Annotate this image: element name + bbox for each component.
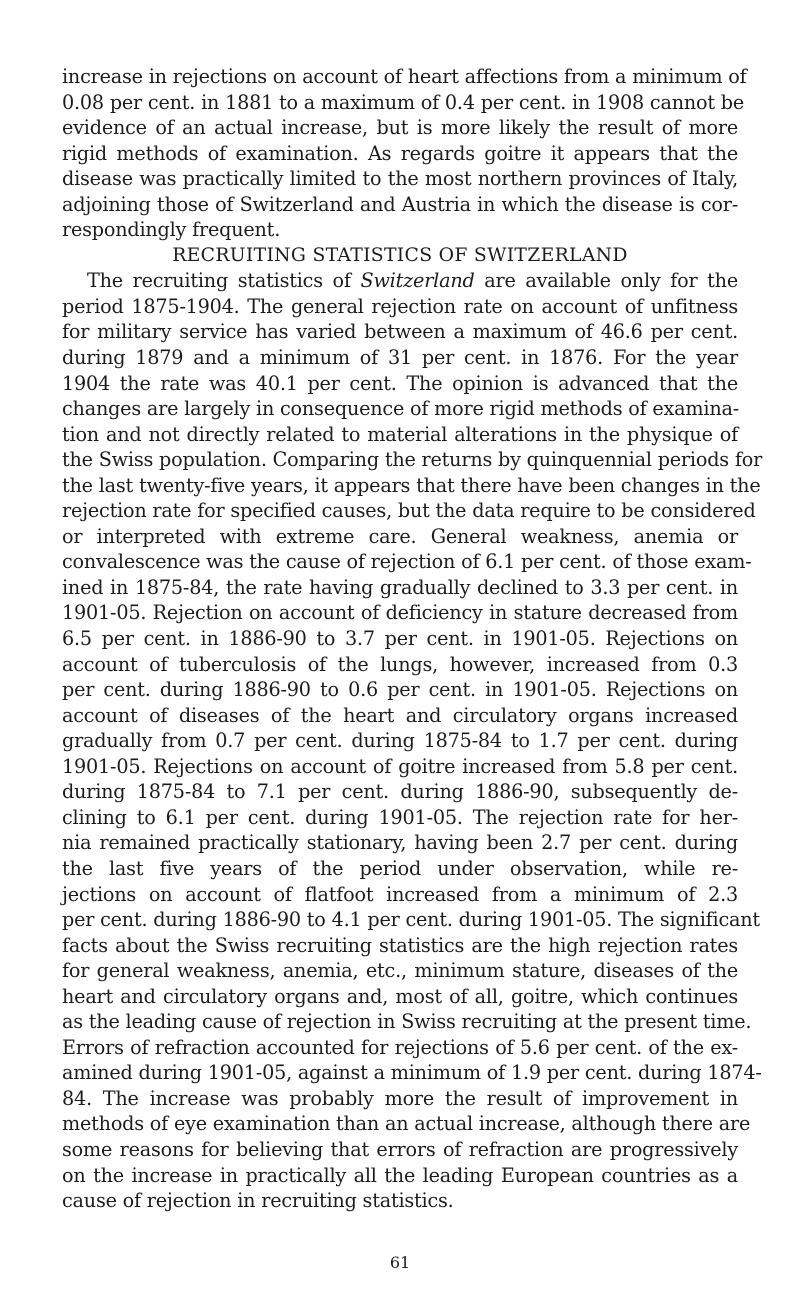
text-line: clining to 6.1 per cent. during 1901-05. The rejection rate for her- (62, 805, 738, 829)
text-line: on the increase in practically all the leading European countries as a (62, 1163, 738, 1187)
text-line: 1904 the rate was 40.1 per cent. The opinion is advanced that the (62, 371, 738, 395)
text-line: nia remained practically stationary, having been 2.7 per cent. during (62, 831, 738, 855)
text-line: evidence of an actual increase, but is more likely the result of more (62, 116, 738, 140)
text-line: for general weakness, anemia, etc., minimum stature, diseases of the (62, 959, 738, 983)
text-line: amined during 1901-05, against a minimum of 1.9 per cent. during 1874- (62, 1061, 762, 1085)
text-line: the last twenty-five years, it appears that there have been changes in the (62, 473, 761, 497)
text-line: during 1875-84 to 7.1 per cent. during 1886-90, subsequently de- (62, 780, 738, 804)
page-text (62, 64, 763, 1214)
text-line-first (62, 268, 738, 294)
text-line: Errors of refraction accounted for rejections of 5.6 per cent. of the ex- (62, 1035, 738, 1059)
text-line: 1901-05. Rejection on account of deficiency in stature decreased from (62, 601, 738, 625)
text-line: facts about the Swiss recruiting statistics are the high rejection rates (62, 933, 738, 957)
text-line: some reasons for believing that errors of refraction are progressively (62, 1137, 738, 1161)
text-run: The recruiting statistics of (87, 269, 361, 293)
text-line: the Swiss population. Comparing the returns by quinquennial periods for (62, 448, 763, 472)
section-heading: RECRUITING STATISTICS OF SWITZERLAND (172, 244, 628, 266)
text-line: rigid methods of examination. As regards goitre it appears that the (62, 141, 738, 165)
text-line: period 1875-1904. The general rejection rate on account of unfitness (62, 294, 738, 318)
text-line: 0.08 per cent. in 1881 to a maximum of 0.4 per cent. in 1908 cannot be (62, 90, 745, 114)
italic-country-name: Switzerland (360, 269, 475, 293)
text-line: account of tuberculosis of the lungs, however, increased from 0.3 (62, 652, 738, 676)
text-line: account of diseases of the heart and circulatory organs increased (62, 703, 738, 727)
text-line: heart and circulatory organs and, most of all, goitre, which continues (62, 984, 738, 1008)
text-line: increase in rejections on account of heart affections from a minimum of (62, 65, 747, 88)
text-line: gradually from 0.7 per cent. during 1875-84 to 1.7 per cent. during (62, 729, 738, 753)
text-line: methods of eye examination than an actual increase, although there are (62, 1112, 751, 1136)
section-paragraph (62, 268, 763, 1213)
text-line: tion and not directly related to material alterations in the physique of (62, 422, 738, 446)
text-line: per cent. during 1886-90 to 0.6 per cent. in 1901-05. Rejections on (62, 678, 738, 702)
text-run: are available only for the (474, 269, 738, 293)
text-line: changes are largely in consequence of more rigid methods of examina- (62, 397, 740, 421)
text-line: or interpreted with extreme care. General weakness, anemia or (62, 524, 738, 548)
text-line: ined in 1875-84, the rate having gradually declined to 3.3 per cent. in (62, 575, 738, 599)
text-line: respondingly frequent. (62, 218, 281, 242)
page-number: 61 (389, 1253, 411, 1272)
text-line: cause of rejection in recruiting statistics. (62, 1189, 454, 1213)
intro-paragraph (62, 64, 747, 243)
text-line: as the leading cause of rejection in Swiss recruiting at the present time. (62, 1010, 752, 1034)
text-line: the last five years of the period under observation, while re- (62, 856, 738, 880)
text-line: 84. The increase was probably more the result of improvement in (62, 1086, 738, 1110)
text-line: 6.5 per cent. in 1886-90 to 3.7 per cent. in 1901-05. Rejections on (62, 627, 738, 651)
text-line: for military service has varied between a maximum of 46.6 per cent. (62, 320, 738, 344)
text-line: during 1879 and a minimum of 31 per cent. in 1876. For the year (62, 346, 738, 370)
text-line: convalescence was the cause of rejection of 6.1 per cent. of those exam- (62, 550, 752, 574)
text-line: 1901-05. Rejections on account of goitre increased from 5.8 per cent. (62, 754, 738, 778)
text-line: adjoining those of Switzerland and Austria in which the disease is cor- (62, 192, 738, 216)
text-line: per cent. during 1886-90 to 4.1 per cent. during 1901-05. The significant (62, 908, 760, 932)
text-line: rejection rate for specified causes, but the data require to be considered (62, 499, 756, 523)
text-line: jections on account of flatfoot increased from a minimum of 2.3 (62, 882, 738, 906)
text-line: disease was practically limited to the most northern provinces of Italy, (62, 167, 738, 191)
